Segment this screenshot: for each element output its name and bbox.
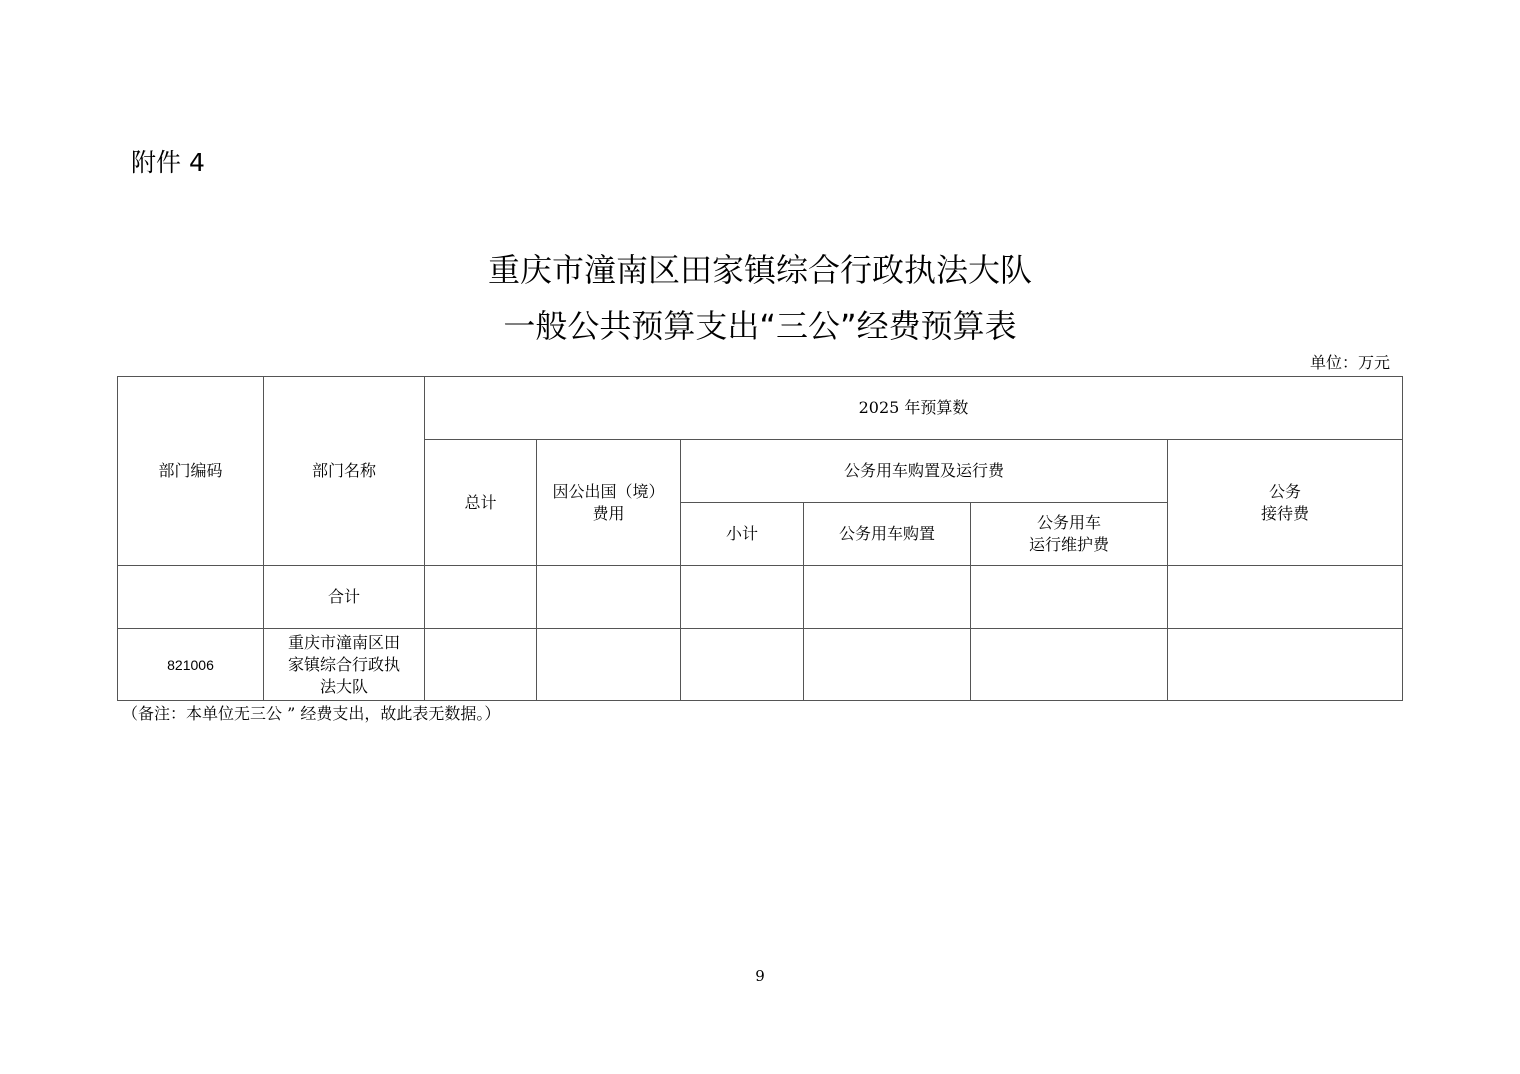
cell-vehicle-maintenance: [971, 629, 1168, 701]
header-dept-code: 部门编码: [118, 377, 264, 566]
table-note: （备注：本单位无三公 ” 经费支出，故此表无数据。）: [122, 704, 501, 723]
cell-subtotal: [681, 629, 804, 701]
cell-total: [425, 629, 537, 701]
cell-name: 合计: [264, 566, 425, 629]
page-number: 9: [755, 967, 765, 985]
header-reception: 公务 接待费: [1168, 440, 1403, 566]
header-total: 总计: [425, 440, 537, 566]
cell-code: 821006: [118, 629, 264, 701]
table-row: [118, 566, 1403, 629]
cell-vehicle-purchase: [804, 566, 971, 629]
cell-reception: [1168, 566, 1403, 629]
cell-name: 重庆市潼南区田 家镇综合行政执 法大队: [264, 629, 425, 701]
header-vehicle-group: 公务用车购置及运行费: [681, 440, 1168, 503]
attachment-label: 附件 4: [131, 148, 205, 177]
budget-table: [117, 376, 1403, 701]
table-row: [118, 629, 1403, 701]
header-dept-name: 部门名称: [264, 377, 425, 566]
cell-overseas: [537, 629, 681, 701]
header-overseas: 因公出国（境） 费用: [537, 440, 681, 566]
header-vehicle-maintenance: 公务用车 运行维护费: [971, 503, 1168, 566]
cell-subtotal: [681, 566, 804, 629]
header-budget-year: 2025 年预算数: [425, 377, 1403, 440]
cell-reception: [1168, 629, 1403, 701]
cell-vehicle-purchase: [804, 629, 971, 701]
cell-total: [425, 566, 537, 629]
header-row-1: [118, 377, 1403, 440]
title-line-2: 一般公共预算支出“三公”经费预算表: [503, 307, 1017, 345]
header-subtotal: 小计: [681, 503, 804, 566]
unit-label: 单位：万元: [1309, 353, 1390, 372]
cell-code: [118, 566, 264, 629]
title-line-1: 重庆市潼南区田家镇综合行政执法大队: [487, 251, 1032, 289]
cell-vehicle-maintenance: [971, 566, 1168, 629]
header-vehicle-purchase: 公务用车购置: [804, 503, 971, 566]
cell-overseas: [537, 566, 681, 629]
